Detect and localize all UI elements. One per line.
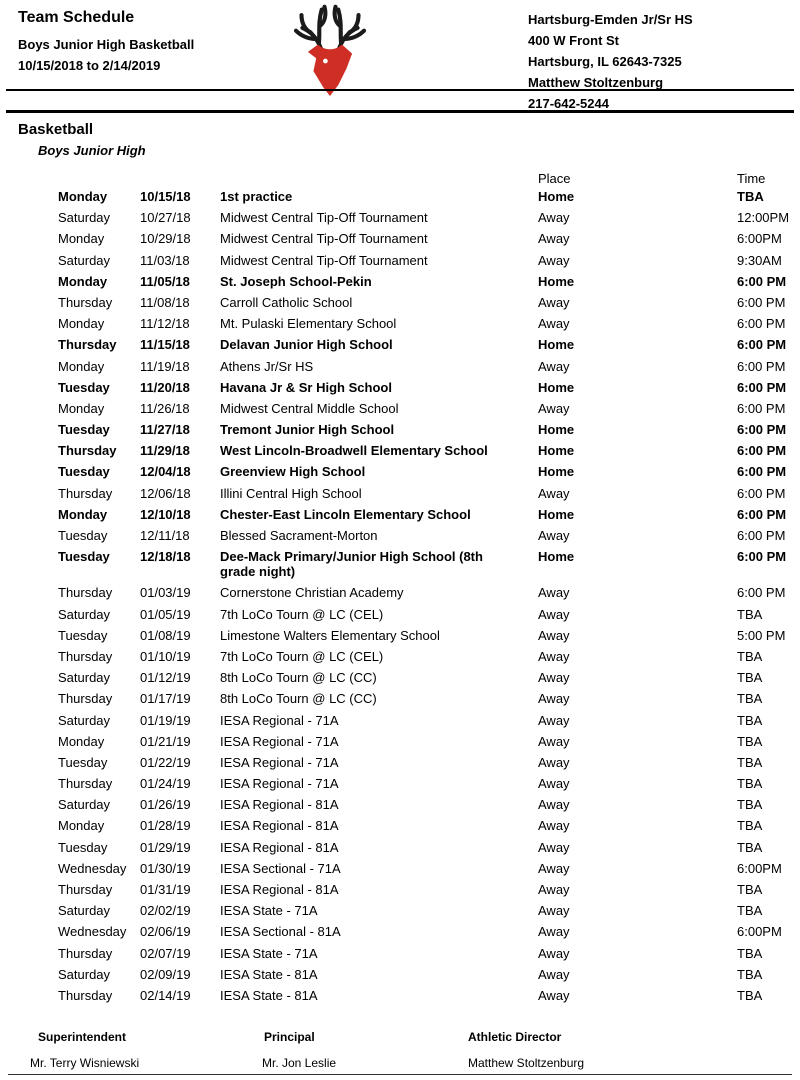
schedule-row xyxy=(58,731,794,752)
cell-event: Delavan Junior High School xyxy=(220,337,393,353)
header-spacer-cell xyxy=(220,172,538,186)
cell-time: 6:00PM xyxy=(737,924,782,940)
cell-place: Away xyxy=(538,231,570,247)
cell-event: IESA Regional - 71A xyxy=(220,776,339,792)
col-header-place: Place xyxy=(538,171,571,186)
cell-time: 6:00PM xyxy=(737,860,782,876)
cell-event: West Lincoln-Broadwell Elementary School xyxy=(220,443,488,459)
schedule-row xyxy=(58,546,794,582)
cell-day: Thursday xyxy=(58,648,113,664)
cell-day: Tuesday xyxy=(58,627,108,643)
cell-date: 01/24/19 xyxy=(140,776,191,792)
cell-day: Thursday xyxy=(58,987,113,1003)
cell-event: IESA State - 71A xyxy=(220,945,318,961)
cell-day: Thursday xyxy=(58,337,117,353)
cell-date: 12/04/18 xyxy=(140,464,191,480)
cell-time: TBA xyxy=(737,818,763,834)
cell-day: Thursday xyxy=(58,776,113,792)
cell-date: 11/03/18 xyxy=(140,252,190,268)
cell-place: Away xyxy=(538,294,570,310)
schedule-row xyxy=(58,228,794,249)
cell-date: 02/02/19 xyxy=(140,903,191,919)
cell-place: Away xyxy=(538,754,570,770)
superintendent-name: Mr. Terry Wisniewski xyxy=(30,1056,140,1070)
cell-event: IESA Regional - 81A xyxy=(220,882,339,897)
cell-day: Monday xyxy=(58,506,108,522)
cell-time: 6:00 PM xyxy=(737,379,787,395)
cell-time: TBA xyxy=(737,691,763,707)
schedule-row xyxy=(58,837,794,858)
cell-time: 5:00 PM xyxy=(737,627,786,643)
cell-place: Away xyxy=(538,252,570,268)
cell-place: Away xyxy=(538,839,570,855)
cell-time: 6:00 PM xyxy=(737,422,787,438)
cell-date: 12/18/18 xyxy=(140,549,191,565)
cell-day: Monday xyxy=(58,231,105,247)
cell-day: Saturday xyxy=(58,966,111,982)
cell-day: Monday xyxy=(58,273,108,289)
cell-event: IESA Regional - 81A xyxy=(220,839,339,855)
cell-place: Away xyxy=(538,400,570,416)
cell-event: 8th LoCo Tourn @ LC (CC) xyxy=(220,670,377,686)
cell-event: Tremont Junior High School xyxy=(220,422,395,438)
cell-date: 01/08/19 xyxy=(140,627,191,643)
school-info xyxy=(528,9,693,114)
cell-time: 6:00 PM xyxy=(737,316,786,332)
principal-name: Mr. Jon Leslie xyxy=(262,1056,337,1070)
schedule-row xyxy=(58,646,794,667)
schedule-row xyxy=(58,985,794,1006)
schedule-row xyxy=(58,688,794,709)
cell-event: Midwest Central Tip-Off Tournament xyxy=(220,210,428,226)
cell-time: TBA xyxy=(737,670,763,686)
cell-date: 11/15/18 xyxy=(140,337,190,353)
schedule-row xyxy=(58,377,794,398)
cell-day: Thursday xyxy=(58,294,113,310)
cell-day: Monday xyxy=(58,400,105,416)
cell-event: IESA Regional - 81A xyxy=(220,818,339,834)
cell-time: TBA xyxy=(737,754,763,770)
schedule-row xyxy=(58,271,794,292)
cell-place: Away xyxy=(538,627,570,643)
cell-day: Wednesday xyxy=(58,924,127,940)
schedule-row xyxy=(58,504,794,525)
schedule-row xyxy=(58,525,794,546)
schedule-header-row xyxy=(58,172,794,186)
schedule-row xyxy=(58,356,794,377)
cell-time: TBA xyxy=(737,987,763,1003)
cell-place: Away xyxy=(538,966,570,982)
cell-event: 1st practice xyxy=(220,189,293,204)
cell-place: Home xyxy=(538,273,575,289)
schedule-row xyxy=(58,752,794,773)
cell-day: Tuesday xyxy=(58,528,108,543)
cell-event: Havana Jr & Sr High School xyxy=(220,379,392,395)
cell-time: 6:00 PM xyxy=(737,400,786,416)
cell-event: IESA Sectional - 81A xyxy=(220,924,341,940)
cell-time: TBA xyxy=(737,903,763,919)
cell-day: Wednesday xyxy=(58,860,127,876)
cell-date: 01/31/19 xyxy=(140,882,191,897)
cell-place: Away xyxy=(538,210,570,226)
cell-place: Home xyxy=(538,379,575,395)
cell-event: Cornerstone Christian Academy xyxy=(220,585,404,601)
cell-time: 6:00 PM xyxy=(737,506,787,522)
athletic-director-name: Matthew Stoltzenburg xyxy=(468,1056,585,1070)
cell-time: TBA xyxy=(737,712,763,728)
cell-date: 01/03/19 xyxy=(140,585,191,601)
cell-day: Tuesday xyxy=(58,464,110,480)
cell-place: Away xyxy=(538,648,570,664)
schedule-row xyxy=(58,710,794,731)
cell-place: Away xyxy=(538,316,570,332)
cell-event: Blessed Sacrament-Morton xyxy=(220,528,378,543)
cell-day: Thursday xyxy=(58,585,113,601)
schedule-row xyxy=(58,207,794,228)
cell-date: 02/14/19 xyxy=(140,987,191,1003)
cell-date: 11/26/18 xyxy=(140,400,190,416)
cell-date: 11/20/18 xyxy=(140,379,190,395)
cell-event: Chester-East Lincoln Elementary School xyxy=(220,506,471,522)
cell-day: Thursday xyxy=(58,443,117,459)
cell-time: 6:00 PM xyxy=(737,464,787,480)
cell-date: 12/11/18 xyxy=(140,528,190,543)
cell-time: 6:00 PM xyxy=(737,337,787,353)
athletic-director-label: Athletic Director xyxy=(468,1030,562,1044)
cell-event: IESA Regional - 71A xyxy=(220,754,339,770)
header-divider-bottom xyxy=(6,110,794,113)
schedule-row xyxy=(58,667,794,688)
schedule-row xyxy=(58,398,794,419)
cell-date: 12/10/18 xyxy=(140,506,191,522)
schedule-table xyxy=(58,172,794,1006)
date-range: 10/15/2018 to 2/14/2019 xyxy=(18,58,161,73)
cell-place: Away xyxy=(538,670,570,686)
cell-event: Greenview High School xyxy=(220,464,366,480)
cell-event: Athens Jr/Sr HS xyxy=(220,358,314,374)
schedule-row xyxy=(58,921,794,942)
cell-event: St. Joseph School-Pekin xyxy=(220,273,372,289)
team-heading: Boys Junior High xyxy=(38,143,146,158)
cell-date: 10/29/18 xyxy=(140,231,191,247)
schedule-row xyxy=(58,900,794,921)
cell-date: 10/27/18 xyxy=(140,210,191,226)
school-name: Hartsburg-Emden Jr/Sr HS xyxy=(528,12,693,27)
principal-label: Principal xyxy=(264,1030,315,1044)
schedule-row xyxy=(58,604,794,625)
cell-time: TBA xyxy=(737,648,763,664)
cell-day: Monday xyxy=(58,189,108,204)
cell-time: TBA xyxy=(737,966,763,982)
cell-day: Thursday xyxy=(58,945,113,961)
school-street: 400 W Front St xyxy=(528,33,620,48)
cell-date: 01/19/19 xyxy=(140,712,191,728)
cell-place: Away xyxy=(538,776,570,792)
cell-place: Away xyxy=(538,987,570,1003)
cell-event: 7th LoCo Tourn @ LC (CEL) xyxy=(220,606,384,622)
cell-event: IESA Regional - 71A xyxy=(220,733,339,749)
cell-time: 9:30AM xyxy=(737,252,782,268)
schedule-row xyxy=(58,964,794,985)
cell-date: 01/05/19 xyxy=(140,606,191,622)
cell-time: TBA xyxy=(737,733,763,749)
team-subtitle: Boys Junior High Basketball xyxy=(18,37,195,52)
cell-event: IESA State - 81A xyxy=(220,987,318,1003)
cell-place: Away xyxy=(538,691,570,707)
cell-time: 6:00 PM xyxy=(737,585,786,601)
cell-event: Carroll Catholic School xyxy=(220,294,353,310)
school-city: Hartsburg, IL 62643-7325 xyxy=(528,54,682,69)
schedule-row xyxy=(58,815,794,836)
cell-event: IESA State - 71A xyxy=(220,903,318,919)
cell-day: Tuesday xyxy=(58,422,110,438)
cell-day: Saturday xyxy=(58,606,111,622)
cell-time: 6:00 PM xyxy=(737,294,786,310)
sport-heading: Basketball xyxy=(18,121,94,138)
cell-place: Away xyxy=(538,528,570,543)
header-divider-top xyxy=(6,89,794,91)
cell-place: Home xyxy=(538,337,575,353)
cell-time: TBA xyxy=(737,606,763,622)
cell-time: TBA xyxy=(737,839,763,855)
cell-place: Away xyxy=(538,882,570,897)
header-spacer-cell xyxy=(140,172,220,186)
cell-date: 01/22/19 xyxy=(140,754,191,770)
cell-day: Thursday xyxy=(58,691,113,707)
schedule-row xyxy=(58,313,794,334)
cell-date: 01/12/19 xyxy=(140,670,191,686)
cell-time: 6:00 PM xyxy=(737,549,787,565)
cell-day: Monday xyxy=(58,733,105,749)
schedule-row xyxy=(58,461,794,482)
schedule-row xyxy=(58,334,794,355)
schedule-row xyxy=(58,879,794,900)
schedule-row xyxy=(58,292,794,313)
cell-date: 01/26/19 xyxy=(140,797,191,813)
cell-event: Midwest Central Tip-Off Tournament xyxy=(220,231,428,247)
cell-event: IESA Sectional - 71A xyxy=(220,860,341,876)
cell-date: 11/12/18 xyxy=(140,316,190,332)
cell-date: 11/29/18 xyxy=(140,443,190,459)
cell-place: Away xyxy=(538,945,570,961)
footer-divider xyxy=(8,1074,792,1075)
cell-time: 6:00 PM xyxy=(737,273,787,289)
cell-time: TBA xyxy=(737,945,763,961)
cell-day: Saturday xyxy=(58,712,111,728)
cell-day: Tuesday xyxy=(58,754,108,770)
report-header-left xyxy=(18,8,194,76)
cell-date: 01/17/19 xyxy=(140,691,191,707)
cell-date: 01/10/19 xyxy=(140,648,191,664)
cell-event: 8th LoCo Tourn @ LC (CC) xyxy=(220,691,377,707)
contact-phone: 217-642-5244 xyxy=(528,96,609,111)
cell-event: Limestone Walters Elementary School xyxy=(220,627,440,643)
cell-day: Saturday xyxy=(58,670,111,686)
stag-mascot-logo-icon xyxy=(284,2,376,98)
cell-event: Dee-Mack Primary/Junior High School (8th grade night) xyxy=(220,549,483,580)
cell-place: Away xyxy=(538,606,570,622)
cell-date: 02/07/19 xyxy=(140,945,191,961)
cell-place: Away xyxy=(538,818,570,834)
schedule-row xyxy=(58,186,794,207)
cell-place: Away xyxy=(538,903,570,919)
cell-time: TBA xyxy=(737,797,763,813)
cell-event: IESA State - 81A xyxy=(220,966,318,982)
cell-time: 12:00PM xyxy=(737,210,790,226)
schedule-row xyxy=(58,794,794,815)
cell-time: 6:00 PM xyxy=(737,485,786,501)
cell-place: Away xyxy=(538,733,570,749)
cell-day: Saturday xyxy=(58,797,111,813)
cell-day: Monday xyxy=(58,316,105,332)
contact-name: Matthew Stoltzenburg xyxy=(528,75,664,90)
cell-date: 02/06/19 xyxy=(140,924,191,940)
cell-event: Midwest Central Middle School xyxy=(220,400,399,416)
schedule-row xyxy=(58,625,794,646)
cell-event: 7th LoCo Tourn @ LC (CEL) xyxy=(220,648,384,664)
cell-place: Home xyxy=(538,549,575,565)
cell-place: Away xyxy=(538,358,570,374)
cell-place: Away xyxy=(538,797,570,813)
cell-time: TBA xyxy=(737,776,763,792)
cell-place: Home xyxy=(538,443,575,459)
cell-day: Saturday xyxy=(58,252,111,268)
cell-date: 01/29/19 xyxy=(140,839,191,855)
schedule-section xyxy=(0,121,800,1006)
schedule-row xyxy=(58,943,794,964)
cell-time: 6:00 PM xyxy=(737,443,787,459)
cell-date: 11/19/18 xyxy=(140,358,190,374)
cell-date: 10/15/18 xyxy=(140,189,191,204)
schedule-row xyxy=(58,773,794,794)
cell-day: Monday xyxy=(58,358,105,374)
schedule-row xyxy=(58,858,794,879)
superintendent-label: Superintendent xyxy=(38,1030,127,1044)
cell-day: Tuesday xyxy=(58,379,110,395)
header-spacer-cell xyxy=(58,172,140,186)
cell-time: TBA xyxy=(737,882,763,897)
cell-time: 6:00 PM xyxy=(737,358,786,374)
cell-time: 6:00 PM xyxy=(737,528,786,543)
cell-date: 12/06/18 xyxy=(140,485,191,501)
schedule-row xyxy=(58,483,794,504)
schedule-rows xyxy=(58,186,794,1006)
cell-event: Illini Central High School xyxy=(220,485,362,501)
cell-day: Saturday xyxy=(58,210,111,226)
cell-time: 6:00PM xyxy=(737,231,782,247)
cell-day: Monday xyxy=(58,818,105,834)
cell-date: 11/08/18 xyxy=(140,294,190,310)
schedule-row xyxy=(58,582,794,603)
cell-place: Home xyxy=(538,422,575,438)
cell-event: IESA Regional - 81A xyxy=(220,797,339,813)
cell-place: Away xyxy=(538,860,570,876)
cell-place: Home xyxy=(538,189,575,204)
schedule-row xyxy=(58,419,794,440)
cell-place: Home xyxy=(538,506,575,522)
cell-day: Tuesday xyxy=(58,839,108,855)
cell-place: Away xyxy=(538,924,570,940)
cell-date: 01/30/19 xyxy=(140,860,191,876)
cell-event: Midwest Central Tip-Off Tournament xyxy=(220,252,428,268)
cell-date: 01/21/19 xyxy=(140,733,191,749)
cell-day: Tuesday xyxy=(58,549,110,565)
page-title: Team Schedule xyxy=(18,9,135,26)
cell-event: IESA Regional - 71A xyxy=(220,712,339,728)
cell-day: Saturday xyxy=(58,903,111,919)
cell-date: 11/05/18 xyxy=(140,273,190,289)
schedule-row xyxy=(58,440,794,461)
col-header-time: Time xyxy=(737,171,766,186)
cell-place: Away xyxy=(538,712,570,728)
cell-event: Mt. Pulaski Elementary School xyxy=(220,316,397,332)
cell-day: Thursday xyxy=(58,882,113,897)
cell-day: Thursday xyxy=(58,485,113,501)
cell-date: 11/27/18 xyxy=(140,422,190,438)
cell-date: 01/28/19 xyxy=(140,818,191,834)
cell-date: 02/09/19 xyxy=(140,966,191,982)
cell-place: Away xyxy=(538,485,570,501)
cell-place: Away xyxy=(538,585,570,601)
cell-time: TBA xyxy=(737,189,764,204)
cell-place: Home xyxy=(538,464,575,480)
schedule-row xyxy=(58,250,794,271)
